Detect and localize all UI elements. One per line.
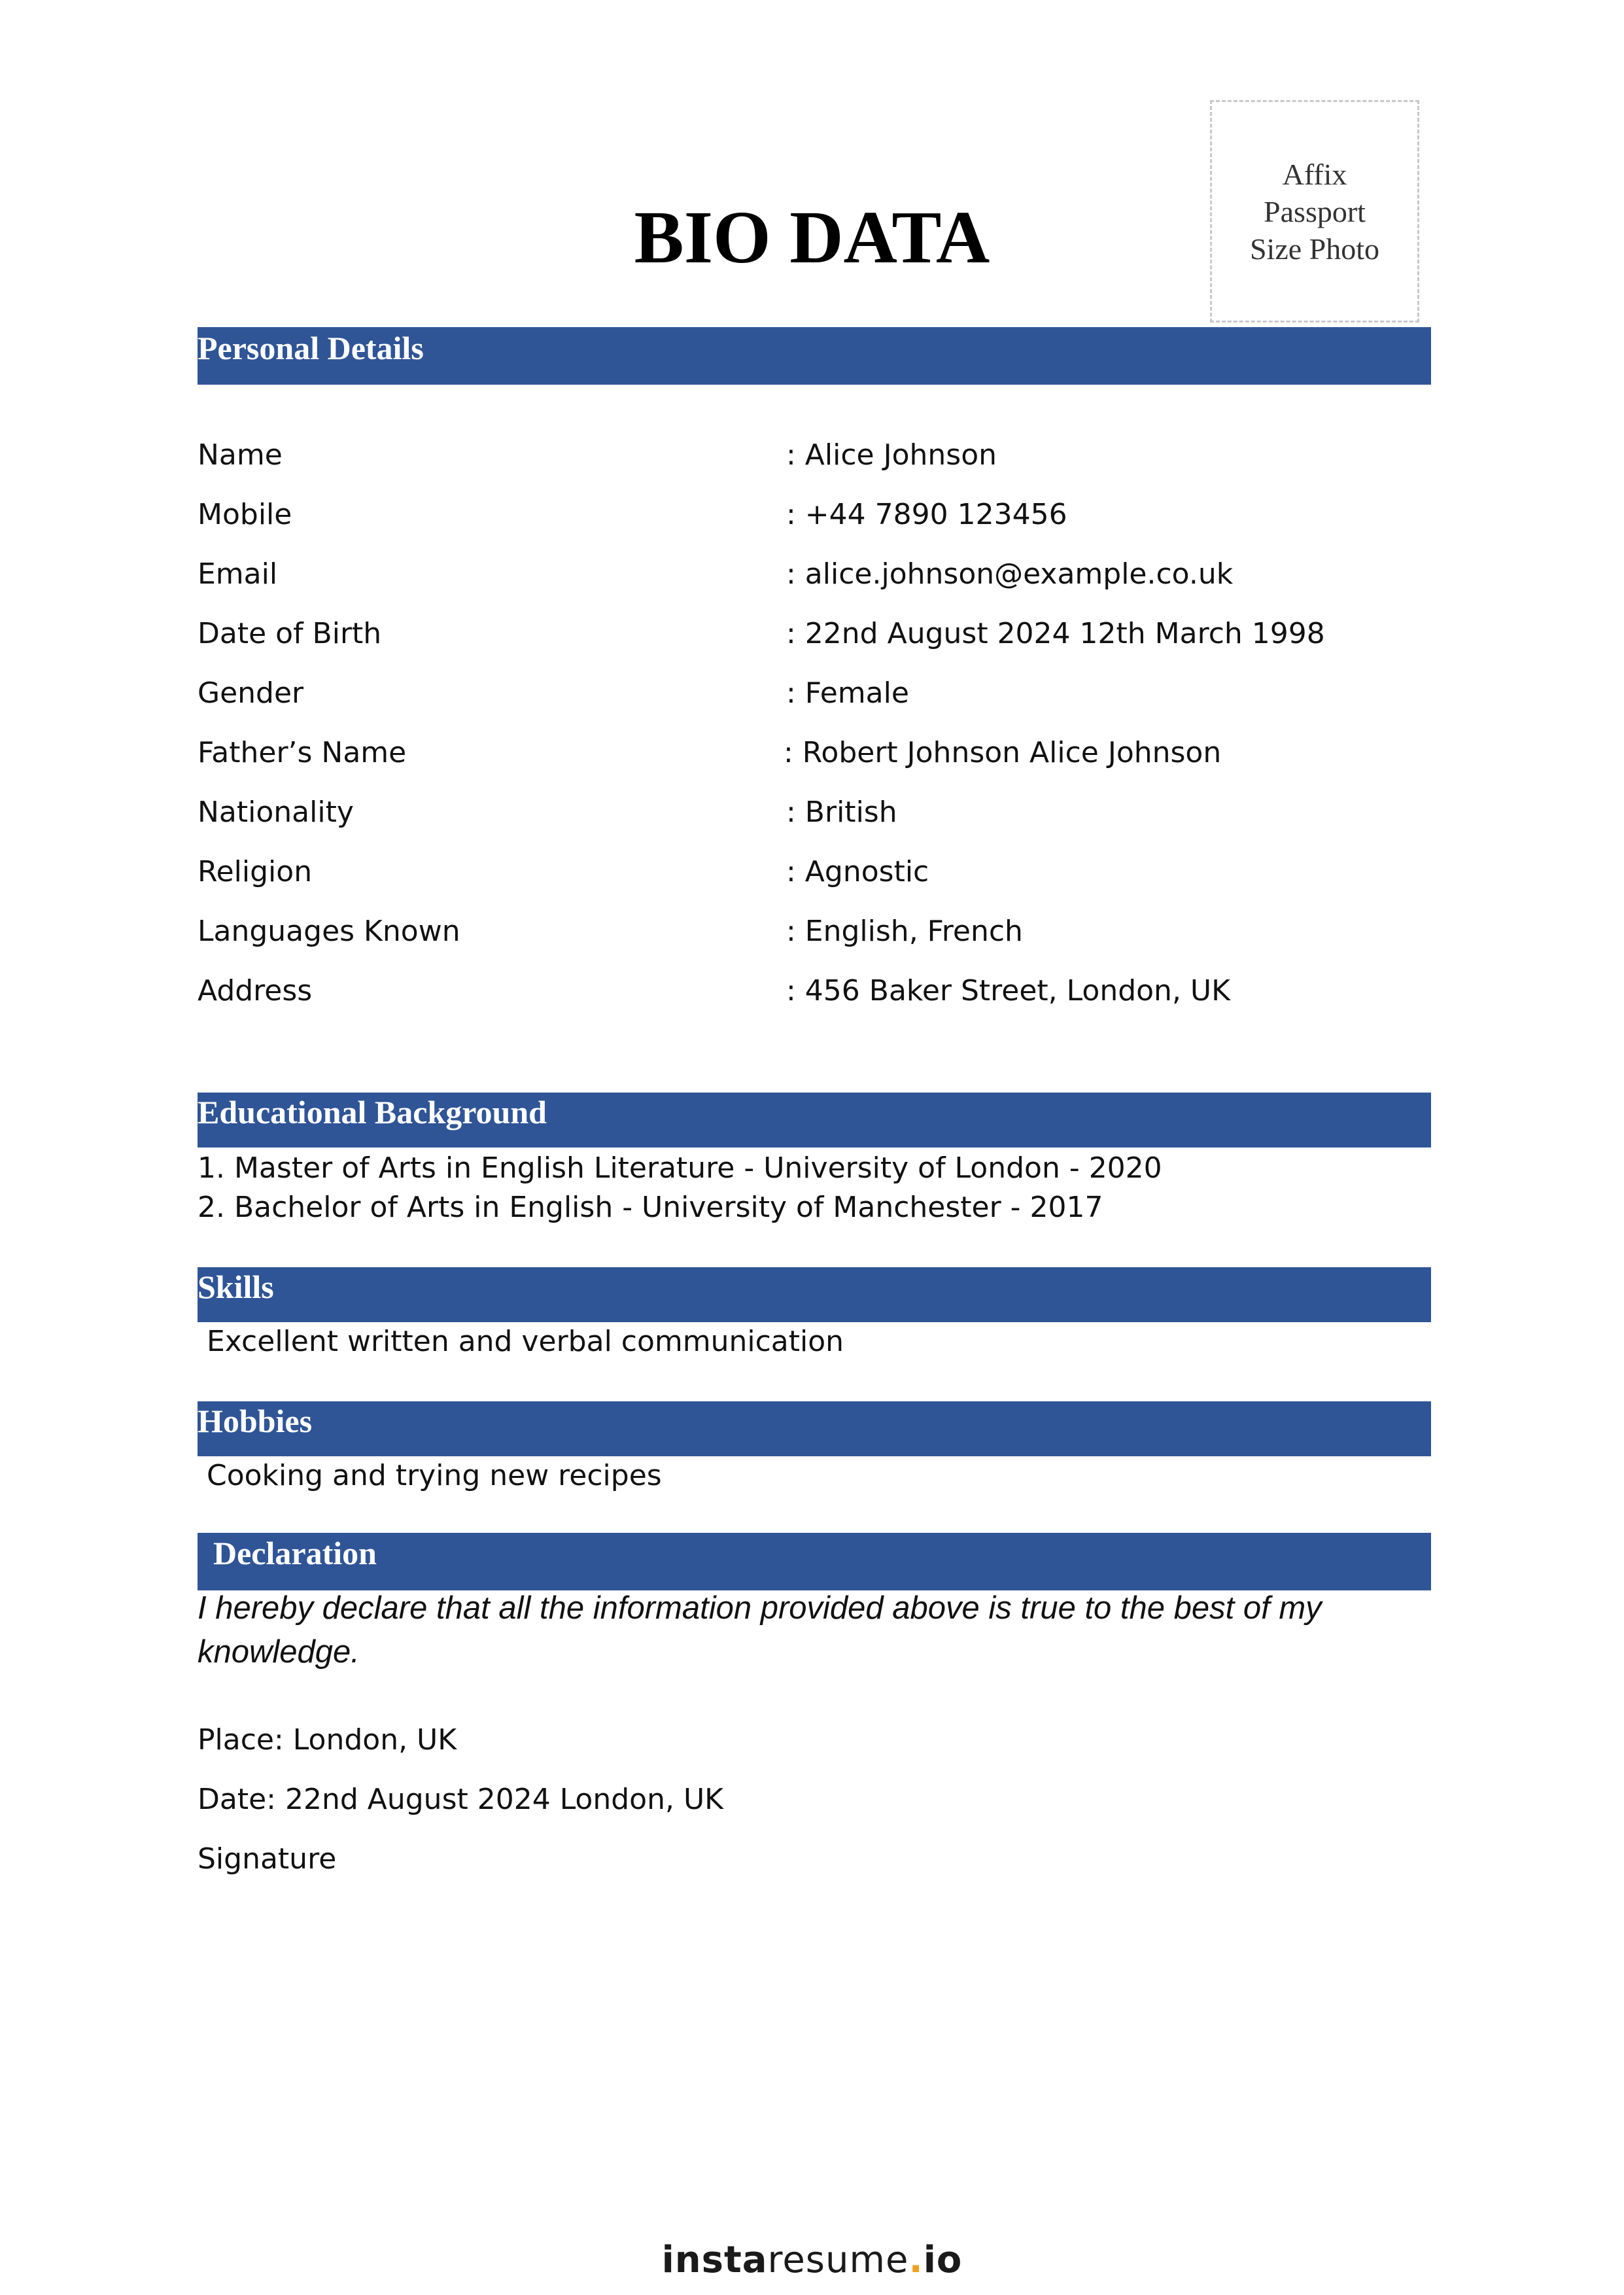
place-line: Place: London, UK [198, 1723, 457, 1757]
section-title-personal-details: Personal Details [198, 330, 424, 366]
detail-row-mobile [198, 495, 1431, 534]
detail-label: Mobile [198, 498, 292, 531]
detail-label: Email [198, 557, 278, 591]
detail-row-email [198, 555, 1431, 594]
detail-row-gender [198, 674, 1431, 713]
section-header-personal-details [198, 327, 1431, 385]
hobbies-text: Cooking and trying new recipes [198, 1459, 662, 1492]
date-line: Date: 22nd August 2024 London, UK [198, 1783, 724, 1816]
education-item: 1. Master of Arts in English Literature - University of London - 2020 [198, 1151, 1162, 1185]
detail-label: Religion [198, 855, 313, 888]
instaresume-logo [0, 2237, 1624, 2283]
logo-brand-bold: insta [661, 2239, 768, 2281]
detail-row-nationality [198, 793, 1431, 832]
detail-label: Gender [198, 676, 304, 710]
section-header-skills [198, 1267, 1431, 1322]
detail-value: : 22nd August 2024 12th March 1998 [786, 617, 1325, 650]
detail-value: : British [786, 796, 897, 829]
detail-value: : Robert Johnson Alice Johnson [784, 736, 1222, 769]
detail-row-address [198, 972, 1431, 1011]
detail-value: : Alice Johnson [786, 438, 997, 472]
logo-brand-tld: io [923, 2239, 963, 2281]
detail-value: : Agnostic [786, 855, 929, 888]
photo-box-line-3: Size Photo [1249, 232, 1380, 266]
detail-label: Address [198, 974, 313, 1007]
detail-value: : +44 7890 123456 [786, 498, 1067, 531]
detail-row-date-of-birth [198, 614, 1431, 654]
section-header-declaration [198, 1533, 1431, 1590]
detail-label: Father’s Name [198, 736, 407, 769]
section-title-hobbies: Hobbies [198, 1403, 313, 1439]
detail-row-name [198, 436, 1431, 475]
detail-value: : English, French [786, 915, 1023, 948]
section-header-hobbies [198, 1401, 1431, 1456]
section-title-declaration: Declaration [213, 1535, 377, 1571]
detail-label: Name [198, 438, 283, 472]
logo-brand-light: resume [767, 2239, 909, 2281]
section-header-educational-background [198, 1093, 1431, 1148]
logo-brand-dot: . [908, 2239, 924, 2281]
detail-row-languages-known [198, 912, 1431, 951]
detail-value: : Female [786, 676, 909, 710]
photo-box-line-1: Affix [1282, 157, 1347, 191]
detail-row-fathers-name [198, 733, 1431, 773]
photo-box-line-2: Passport [1264, 194, 1366, 228]
detail-value: : alice.johnson@example.co.uk [786, 557, 1234, 591]
declaration-text: I hereby declare that all the information provided above is true to the best of my knowledge. [198, 1590, 1322, 1670]
detail-label: Date of Birth [198, 617, 382, 650]
detail-label: Languages Known [198, 915, 460, 948]
detail-row-religion [198, 852, 1431, 892]
section-title-skills: Skills [198, 1269, 274, 1305]
signature-line: Signature [198, 1842, 337, 1876]
skills-text: Excellent written and verbal communication [198, 1325, 844, 1358]
detail-value: : 456 Baker Street, London, UK [786, 974, 1230, 1007]
detail-label: Nationality [198, 796, 354, 829]
section-title-educational-background: Educational Background [198, 1094, 547, 1130]
page-title: BIO DATA [634, 196, 990, 279]
education-item: 2. Bachelor of Arts in English - University of Manchester - 2017 [198, 1191, 1103, 1224]
